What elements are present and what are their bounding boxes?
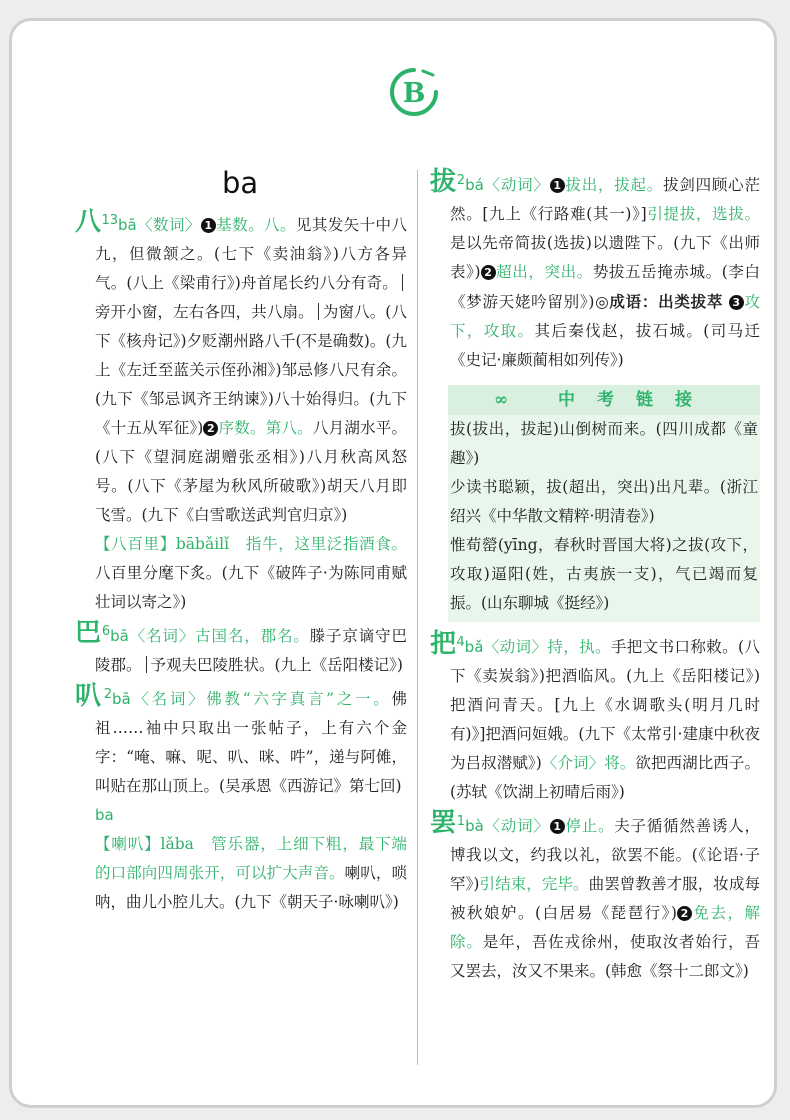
headword: 叭: [75, 681, 104, 712]
stroke-count: 2: [103, 687, 112, 703]
definition: 持，执。: [547, 638, 611, 657]
definition: 序数。第八。: [218, 419, 313, 438]
definition: 〈介词〉将。: [541, 754, 636, 773]
headword: 巴: [75, 618, 102, 649]
stroke-count: 13: [101, 213, 118, 228]
sense-number: 2: [481, 265, 496, 280]
headword: 拔: [430, 167, 457, 198]
example: 夫子循循然善诱人，博我以文，约我以礼，欲罢不能。(《论语·子罕》): [450, 817, 760, 894]
stroke-count: 4: [456, 635, 465, 651]
pinyin: bá: [465, 176, 484, 195]
sense-number: 1: [550, 819, 565, 834]
sense-number: 3: [729, 295, 744, 310]
definition: 超出，突出。: [495, 263, 593, 282]
headword: 罢: [430, 808, 457, 839]
example: 旁开小窗，左右各四，共八扇。: [95, 303, 314, 322]
sub-entry-laba: [75, 830, 407, 917]
pinyin: bā: [110, 627, 129, 646]
right-column: [430, 166, 760, 986]
definition: 引提拔，选拔。: [646, 205, 760, 224]
column-divider: [417, 170, 418, 1065]
neutral-tone-pinyin: [75, 801, 407, 830]
example: 滕子京谪守巴陵郡。: [95, 627, 407, 675]
pinyin: bā: [117, 216, 137, 235]
exam-link-box: [448, 385, 760, 622]
example: 势拔五岳掩赤城。(李白《梦游天姥吟留别》): [450, 263, 760, 312]
definition: 引结束，完毕。: [479, 875, 589, 894]
example: 曲罢曾教善才服，妆成每被秋娘妒。(白居易《琵琶行》): [450, 875, 760, 923]
sense-number: 2: [203, 421, 218, 436]
sense-number: 2: [677, 906, 692, 921]
example: 八月湖水平。(八下《望洞庭湖赠张丞相》)八月秋高风怒号。(八下《茅屋为秋风所破歌》)胡天八月即飞雪。(九下《白雪歌送武判官归京》): [95, 419, 407, 525]
entry-ba-hold: [430, 628, 760, 807]
exam-link-title: ∞ 中考链接: [448, 385, 760, 415]
headword: 八: [75, 207, 102, 238]
example: 其后秦伐赵，拔石城。(司马迁《史记·廉颇蔺相如列传》): [450, 322, 760, 370]
part-of-speech: 〈名词〉: [130, 690, 207, 709]
sense-number: 1: [550, 178, 565, 193]
sub-entry-head: 【八百里】bābǎilǐ 指牛，这里泛指酒食。: [95, 535, 407, 554]
example: 见其发矢十中八九，但微颔之。(七下《卖油翁》)八方各异气。(八上《梁甫行》)舟首尾长约八分有奇。: [95, 216, 407, 293]
example: 手把文书口称敕。(八下《卖炭翁》)把酒临风。(九上《岳阳楼记》)把酒问青天。[九上《水调歌头(明月几时有)》]把酒问姮娥。(九下《太常引·建康中秋夜为吕叔潜赋》): [450, 638, 760, 773]
definition: 拔出，拔起。: [564, 176, 664, 195]
part-of-speech: 〈动词〉: [483, 176, 550, 195]
stroke-count: 1: [456, 814, 466, 830]
definition: 免去，解除。: [450, 904, 760, 952]
letter-badge-icon: [389, 67, 439, 117]
sense-number: 1: [201, 218, 216, 233]
entry-ba-pull: [430, 166, 760, 375]
pinyin: bā: [112, 690, 131, 709]
headword: 把: [430, 629, 457, 660]
exam-link-item: 拔(拔出，拔起)山倒树而来。(四川成都《童趣》): [450, 420, 758, 468]
section-letter: B: [402, 78, 426, 109]
pinyin-heading: ba: [222, 166, 259, 200]
definition: 攻下，攻取。: [450, 293, 760, 341]
example: 是以先帝简拔(选拔)以遗陛下。(九下《出师表》): [450, 234, 760, 282]
separator: [402, 274, 403, 291]
definition: 佛教“六字真言”之一。: [206, 690, 392, 709]
example: 是年，吾佐戎徐州，使取汝者始行，吾又罢去，汝又不果来。(韩愈《祭十二郎文》): [450, 933, 760, 981]
example: 为窗八。(八下《核舟记》)夕贬潮州路八千(不是确数)。(九上《左迁至蓝关示侄孙湘》)邹忌修八尺有余。(九下《邹忌讽齐王纳谏》)八十始得归。(九下《十五从军征》): [95, 303, 407, 438]
definition: 基数。八。: [215, 216, 296, 235]
example: 佛祖……袖中只取出一张帖子，上有六个金字：“唵、嘛、呢、叭、咪、吽”，递与阿傩，叫贴在那山顶上。(吴承恩《西游记》第七回): [95, 690, 407, 796]
part-of-speech: 〈名词〉: [128, 627, 196, 646]
part-of-speech: 〈数词〉: [136, 216, 201, 235]
example: 喇叭，唢呐，曲儿小腔儿大。(九下《朝天子·咏喇叭》): [95, 864, 407, 912]
definition: 停止。: [564, 817, 615, 836]
example: 拔剑四顾心茫然。[九上《行路难(其一)》]: [450, 176, 760, 224]
pinyin: ba: [95, 806, 114, 825]
pinyin: bǎ: [464, 638, 484, 657]
entry-ba-stop: [430, 807, 760, 986]
entry-ba-ba: [75, 617, 407, 680]
part-of-speech: 〈动词〉: [483, 638, 548, 657]
separator: [318, 303, 319, 320]
example: 欲把西湖比西子。(苏轼《饮湖上初晴后雨》): [450, 754, 760, 802]
sub-entry-head: 【喇叭】lǎba 管乐器，上细下粗，最下端的口部向四周张开，可以扩大声音。: [95, 835, 407, 883]
part-of-speech: 〈动词〉: [483, 817, 550, 836]
exam-link-item: 少读书聪颖，拔(超出，突出)出凡辈。(浙江绍兴《中华散文精粹·明清卷》): [450, 478, 758, 526]
pinyin: bà: [465, 817, 484, 836]
example: 予观夫巴陵胜状。(九上《岳阳楼记》): [150, 656, 403, 675]
exam-link-item: 惟荀罃(yīng，春秋时晋国大将)之拔(攻下，攻取)逼阳(姓，古夷族一支)，气已竭而复振。(山东聊城《挺经》): [450, 536, 758, 613]
stroke-count: 6: [101, 624, 111, 640]
entry-ba-trumpet: [75, 680, 407, 801]
example: 八百里分麾下炙。(九下《破阵子·为陈同甫赋壮词以寄之》): [95, 564, 407, 612]
separator: [146, 656, 147, 673]
definition: 古国名，郡名。: [195, 627, 310, 646]
idiom: ◎成语：出类拔萃: [594, 292, 724, 312]
entry-ba-eight: [75, 206, 407, 530]
stroke-count: 2: [456, 173, 466, 188]
sub-entry-babaili: [75, 530, 407, 617]
left-column: [75, 206, 407, 917]
